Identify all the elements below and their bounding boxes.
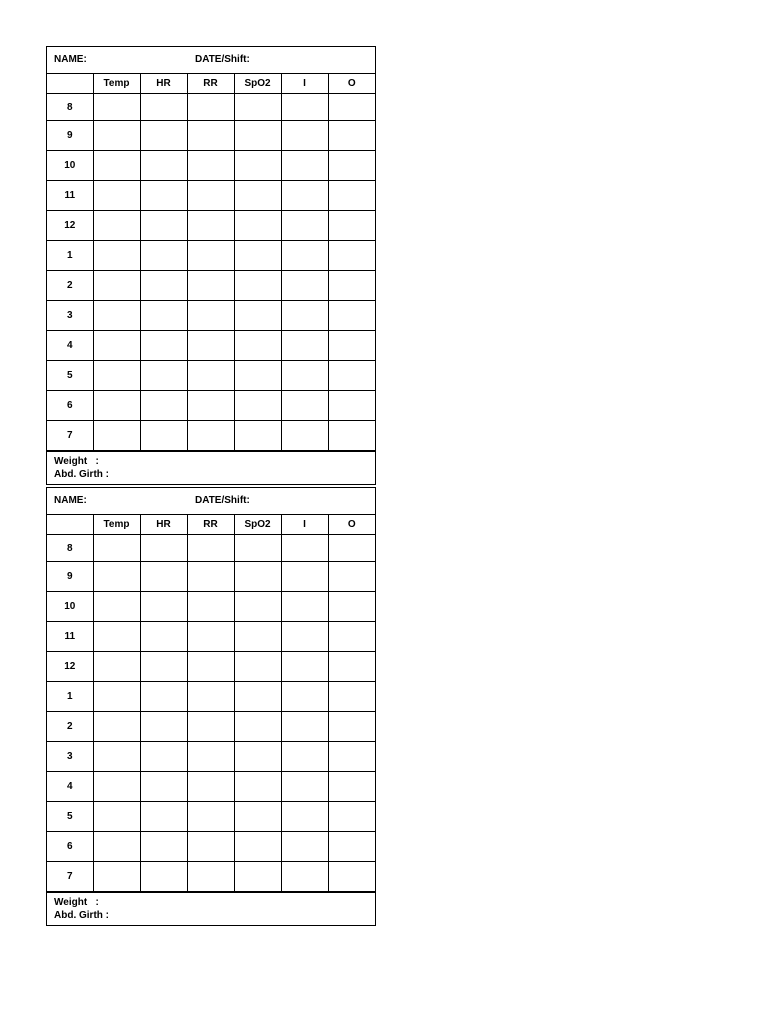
rr-cell[interactable] <box>187 121 234 151</box>
output-cell[interactable] <box>328 535 375 562</box>
temp-cell[interactable] <box>93 151 140 181</box>
spo2-cell[interactable] <box>234 652 281 682</box>
temp-cell[interactable] <box>93 682 140 712</box>
hr-cell[interactable] <box>140 802 187 832</box>
spo2-cell[interactable] <box>234 802 281 832</box>
temp-cell[interactable] <box>93 772 140 802</box>
temp-cell[interactable] <box>93 301 140 331</box>
hr-cell[interactable] <box>140 772 187 802</box>
output-cell[interactable] <box>328 421 375 451</box>
hour-label: 2 <box>47 712 93 742</box>
temp-cell[interactable] <box>93 121 140 151</box>
spo2-cell[interactable] <box>234 271 281 301</box>
header-spo2: SpO2 <box>234 515 281 535</box>
header-hr: HR <box>140 515 187 535</box>
input-cell[interactable] <box>281 151 328 181</box>
table-row <box>47 622 375 652</box>
hr-cell[interactable] <box>140 652 187 682</box>
hr-cell[interactable] <box>140 712 187 742</box>
rr-cell[interactable] <box>187 331 234 361</box>
input-cell[interactable] <box>281 622 328 652</box>
hr-cell[interactable] <box>140 421 187 451</box>
input-cell[interactable] <box>281 391 328 421</box>
spo2-cell[interactable] <box>234 712 281 742</box>
header-rr: RR <box>187 74 234 94</box>
vitals-sheet-2 <box>46 487 376 926</box>
date-shift-label: DATE/Shift: <box>195 54 250 65</box>
hr-cell[interactable] <box>140 592 187 622</box>
temp-cell[interactable] <box>93 391 140 421</box>
input-cell[interactable] <box>281 211 328 241</box>
rr-cell[interactable] <box>187 592 234 622</box>
input-cell[interactable] <box>281 862 328 892</box>
vitals-sheet-1 <box>46 46 376 485</box>
hr-cell[interactable] <box>140 682 187 712</box>
rr-cell[interactable] <box>187 712 234 742</box>
hour-label: 8 <box>47 94 93 121</box>
hour-label: 3 <box>47 742 93 772</box>
output-cell[interactable] <box>328 301 375 331</box>
spo2-cell[interactable] <box>234 832 281 862</box>
output-cell[interactable] <box>328 331 375 361</box>
header-hour <box>47 74 93 94</box>
hour-label: 1 <box>47 241 93 271</box>
header-output: O <box>328 515 375 535</box>
output-cell[interactable] <box>328 862 375 892</box>
weight-girth-footer <box>47 892 375 925</box>
spo2-cell[interactable] <box>234 211 281 241</box>
input-cell[interactable] <box>281 181 328 211</box>
output-cell[interactable] <box>328 712 375 742</box>
name-date-row <box>47 47 375 74</box>
table-row <box>47 391 375 421</box>
header-hour <box>47 515 93 535</box>
temp-cell[interactable] <box>93 712 140 742</box>
temp-cell[interactable] <box>93 562 140 592</box>
table-row <box>47 181 375 211</box>
output-cell[interactable] <box>328 562 375 592</box>
input-cell[interactable] <box>281 772 328 802</box>
hour-label: 7 <box>47 421 93 451</box>
output-cell[interactable] <box>328 391 375 421</box>
temp-cell[interactable] <box>93 652 140 682</box>
output-cell[interactable] <box>328 592 375 622</box>
table-row <box>47 592 375 622</box>
hr-cell[interactable] <box>140 832 187 862</box>
hr-cell[interactable] <box>140 94 187 121</box>
spo2-cell[interactable] <box>234 592 281 622</box>
hour-label: 2 <box>47 271 93 301</box>
output-cell[interactable] <box>328 181 375 211</box>
header-input: I <box>281 515 328 535</box>
rr-cell[interactable] <box>187 211 234 241</box>
hour-label: 9 <box>47 562 93 592</box>
output-cell[interactable] <box>328 742 375 772</box>
weight-girth-footer <box>47 451 375 484</box>
table-row <box>47 682 375 712</box>
table-row <box>47 94 375 121</box>
hr-cell[interactable] <box>140 301 187 331</box>
rr-cell[interactable] <box>187 151 234 181</box>
temp-cell[interactable] <box>93 271 140 301</box>
rr-cell[interactable] <box>187 421 234 451</box>
input-cell[interactable] <box>281 121 328 151</box>
temp-cell[interactable] <box>93 361 140 391</box>
temp-cell[interactable] <box>93 94 140 121</box>
header-output: O <box>328 74 375 94</box>
input-cell[interactable] <box>281 712 328 742</box>
rr-cell[interactable] <box>187 271 234 301</box>
vitals-table <box>47 515 375 892</box>
spo2-cell[interactable] <box>234 181 281 211</box>
rr-cell[interactable] <box>187 652 234 682</box>
spo2-cell[interactable] <box>234 535 281 562</box>
table-row <box>47 652 375 682</box>
table-row <box>47 241 375 271</box>
hour-label: 12 <box>47 652 93 682</box>
rr-cell[interactable] <box>187 622 234 652</box>
table-row <box>47 562 375 592</box>
table-row <box>47 421 375 451</box>
hr-cell[interactable] <box>140 622 187 652</box>
header-input: I <box>281 74 328 94</box>
output-cell[interactable] <box>328 211 375 241</box>
header-temp: Temp <box>93 74 140 94</box>
spo2-cell[interactable] <box>234 742 281 772</box>
rr-cell[interactable] <box>187 682 234 712</box>
header-spo2: SpO2 <box>234 74 281 94</box>
table-row <box>47 802 375 832</box>
table-row <box>47 742 375 772</box>
hour-label: 11 <box>47 181 93 211</box>
rr-cell[interactable] <box>187 361 234 391</box>
header-temp: Temp <box>93 515 140 535</box>
spo2-cell[interactable] <box>234 391 281 421</box>
rr-cell[interactable] <box>187 94 234 121</box>
name-date-row <box>47 488 375 515</box>
hr-cell[interactable] <box>140 535 187 562</box>
input-cell[interactable] <box>281 652 328 682</box>
temp-cell[interactable] <box>93 421 140 451</box>
spo2-cell[interactable] <box>234 241 281 271</box>
table-row <box>47 862 375 892</box>
hour-label: 10 <box>47 151 93 181</box>
temp-cell[interactable] <box>93 832 140 862</box>
output-cell[interactable] <box>328 271 375 301</box>
date-shift-label: DATE/Shift: <box>195 495 250 506</box>
rr-cell[interactable] <box>187 772 234 802</box>
input-cell[interactable] <box>281 421 328 451</box>
output-cell[interactable] <box>328 832 375 862</box>
spo2-cell[interactable] <box>234 682 281 712</box>
spo2-cell[interactable] <box>234 331 281 361</box>
input-cell[interactable] <box>281 682 328 712</box>
hour-label: 7 <box>47 862 93 892</box>
weight-label: Weight : <box>54 897 99 908</box>
table-row <box>47 121 375 151</box>
abd-girth-label: Abd. Girth : <box>54 469 109 480</box>
hour-label: 5 <box>47 361 93 391</box>
output-cell[interactable] <box>328 652 375 682</box>
hour-label: 9 <box>47 121 93 151</box>
spo2-cell[interactable] <box>234 94 281 121</box>
hour-label: 10 <box>47 592 93 622</box>
weight-label: Weight : <box>54 456 99 467</box>
header-rr: RR <box>187 515 234 535</box>
rr-cell[interactable] <box>187 301 234 331</box>
input-cell[interactable] <box>281 271 328 301</box>
input-cell[interactable] <box>281 94 328 121</box>
temp-cell[interactable] <box>93 592 140 622</box>
table-row <box>47 301 375 331</box>
spo2-cell[interactable] <box>234 862 281 892</box>
rr-cell[interactable] <box>187 802 234 832</box>
input-cell[interactable] <box>281 535 328 562</box>
output-cell[interactable] <box>328 682 375 712</box>
hour-label: 8 <box>47 535 93 562</box>
hour-label: 1 <box>47 682 93 712</box>
spo2-cell[interactable] <box>234 301 281 331</box>
input-cell[interactable] <box>281 331 328 361</box>
table-row <box>47 331 375 361</box>
rr-cell[interactable] <box>187 562 234 592</box>
temp-cell[interactable] <box>93 331 140 361</box>
hour-label: 4 <box>47 331 93 361</box>
spo2-cell[interactable] <box>234 421 281 451</box>
rr-cell[interactable] <box>187 832 234 862</box>
output-cell[interactable] <box>328 622 375 652</box>
table-row <box>47 772 375 802</box>
temp-cell[interactable] <box>93 535 140 562</box>
input-cell[interactable] <box>281 301 328 331</box>
hour-label: 12 <box>47 211 93 241</box>
table-row <box>47 211 375 241</box>
hr-cell[interactable] <box>140 181 187 211</box>
hr-cell[interactable] <box>140 742 187 772</box>
rr-cell[interactable] <box>187 742 234 772</box>
temp-cell[interactable] <box>93 181 140 211</box>
rr-cell[interactable] <box>187 391 234 421</box>
table-row <box>47 271 375 301</box>
temp-cell[interactable] <box>93 211 140 241</box>
spo2-cell[interactable] <box>234 772 281 802</box>
temp-cell[interactable] <box>93 802 140 832</box>
temp-cell[interactable] <box>93 241 140 271</box>
hr-cell[interactable] <box>140 241 187 271</box>
temp-cell[interactable] <box>93 862 140 892</box>
hr-cell[interactable] <box>140 391 187 421</box>
hour-label: 5 <box>47 802 93 832</box>
input-cell[interactable] <box>281 592 328 622</box>
input-cell[interactable] <box>281 742 328 772</box>
header-hr: HR <box>140 74 187 94</box>
input-cell[interactable] <box>281 832 328 862</box>
hr-cell[interactable] <box>140 211 187 241</box>
name-label: NAME: <box>54 495 87 506</box>
vitals-table <box>47 74 375 451</box>
rr-cell[interactable] <box>187 535 234 562</box>
spo2-cell[interactable] <box>234 622 281 652</box>
hr-cell[interactable] <box>140 361 187 391</box>
hour-label: 6 <box>47 391 93 421</box>
hour-label: 4 <box>47 772 93 802</box>
spo2-cell[interactable] <box>234 151 281 181</box>
spo2-cell[interactable] <box>234 361 281 391</box>
name-label: NAME: <box>54 54 87 65</box>
table-row <box>47 151 375 181</box>
hr-cell[interactable] <box>140 121 187 151</box>
table-row <box>47 535 375 562</box>
output-cell[interactable] <box>328 361 375 391</box>
table-row <box>47 361 375 391</box>
abd-girth-label: Abd. Girth : <box>54 910 109 921</box>
hour-label: 11 <box>47 622 93 652</box>
hr-cell[interactable] <box>140 862 187 892</box>
spo2-cell[interactable] <box>234 562 281 592</box>
output-cell[interactable] <box>328 94 375 121</box>
output-cell[interactable] <box>328 772 375 802</box>
input-cell[interactable] <box>281 802 328 832</box>
hr-cell[interactable] <box>140 331 187 361</box>
output-cell[interactable] <box>328 121 375 151</box>
input-cell[interactable] <box>281 361 328 391</box>
table-row <box>47 712 375 742</box>
header-row <box>47 74 375 94</box>
output-cell[interactable] <box>328 802 375 832</box>
input-cell[interactable] <box>281 241 328 271</box>
header-row <box>47 515 375 535</box>
rr-cell[interactable] <box>187 241 234 271</box>
table-row <box>47 832 375 862</box>
rr-cell[interactable] <box>187 862 234 892</box>
hr-cell[interactable] <box>140 151 187 181</box>
hour-label: 3 <box>47 301 93 331</box>
output-cell[interactable] <box>328 151 375 181</box>
hour-label: 6 <box>47 832 93 862</box>
hr-cell[interactable] <box>140 562 187 592</box>
spo2-cell[interactable] <box>234 121 281 151</box>
output-cell[interactable] <box>328 241 375 271</box>
rr-cell[interactable] <box>187 181 234 211</box>
input-cell[interactable] <box>281 562 328 592</box>
hr-cell[interactable] <box>140 271 187 301</box>
temp-cell[interactable] <box>93 742 140 772</box>
temp-cell[interactable] <box>93 622 140 652</box>
